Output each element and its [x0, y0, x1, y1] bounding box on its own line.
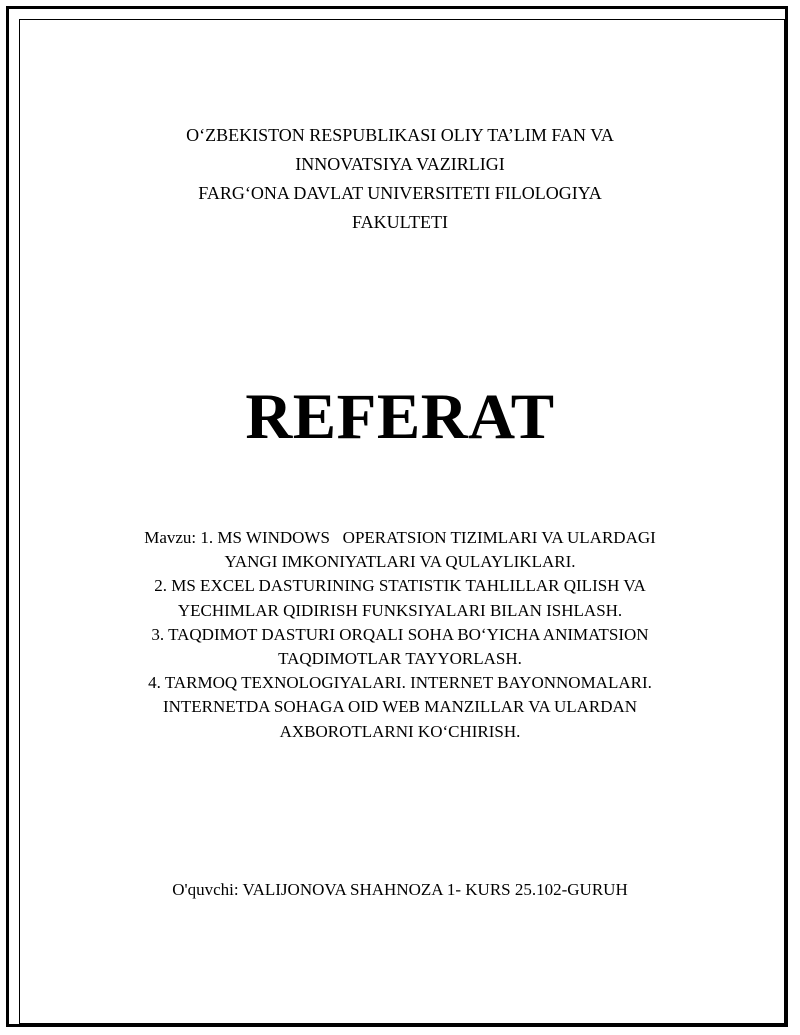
topic-line: INTERNETDA SOHAGA OID WEB MANZILLAR VA ULARDAN [162, 697, 638, 717]
topic-line: 2. MS EXCEL DASTURINING STATISTIK TAHLILLAR QILISH VA [154, 576, 646, 596]
topic-line: TAQDIMOTLAR TAYYORLASH. [278, 649, 522, 669]
header-line: FARG‘ONA DAVLAT UNIVERSITETI FILOLOGIYA [198, 183, 602, 203]
topic-line: 4. TARMOQ TEXNOLOGIYALARI. INTERNET BAYONNOMALARI. [148, 673, 652, 693]
topic-line: YECHIMLAR QIDIRISH FUNKSIYALARI BILAN ISHLASH. [177, 600, 623, 620]
topic-line: 3. TAQDIMOT DASTURI ORQALI SOHA BO‘YICHA ANIMATSION [151, 624, 649, 644]
header-line: O‘ZBEKISTON RESPUBLIKASI OLIY TA’LIM FAN VA [186, 125, 614, 145]
topic-line: YANGI IMKONIYATLARI VA QULAYLIKLARI. [224, 552, 576, 572]
header-line: FAKULTETI [352, 212, 448, 232]
student-info: O'quvchi: VALIJONOVA SHAHNOZA 1- KURS 25.102-GURUH [172, 880, 628, 899]
topic-line: AXBOROTLARNI KO‘CHIRISH. [279, 721, 521, 741]
topic-section [0, 526, 800, 744]
header-line: INNOVATSIYA VAZIRLIGI [295, 154, 505, 174]
topic-line: Mavzu: 1. MS WINDOWS OPERATSION TIZIMLARI VA ULARDAGI [144, 528, 656, 547]
institution-header [0, 121, 800, 237]
document-title: REFERAT [245, 381, 555, 453]
